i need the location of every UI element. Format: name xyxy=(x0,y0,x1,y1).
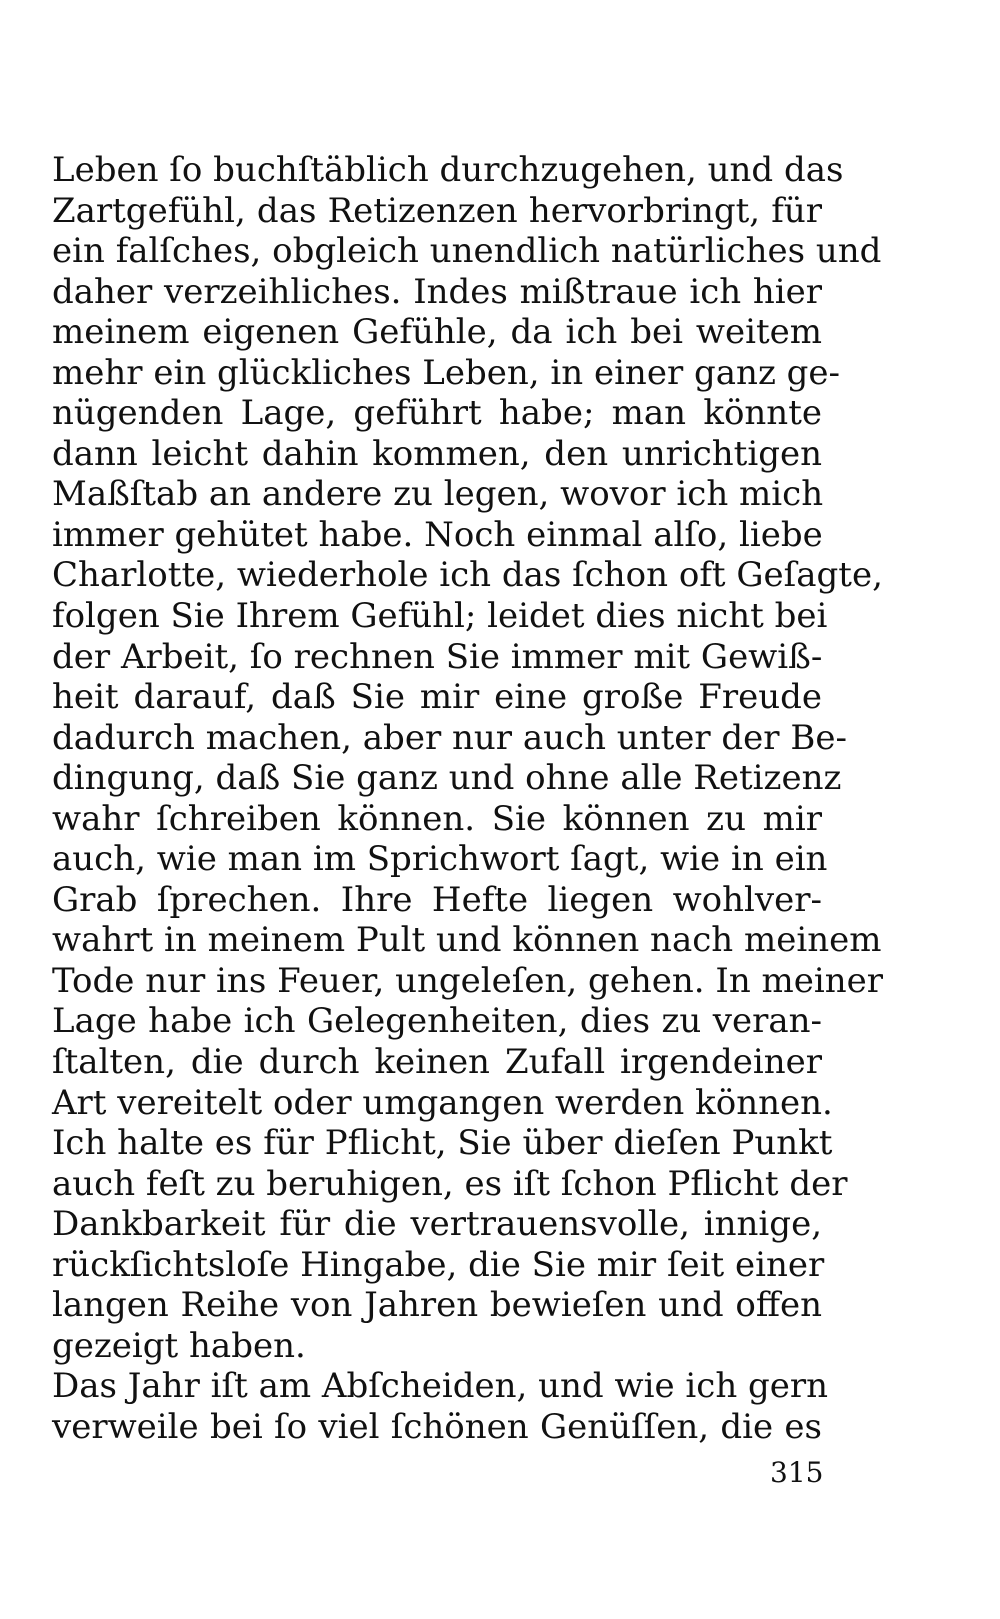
text-line: daher verzeihliches. Indes mißtraue ich hier xyxy=(52,271,822,312)
text-line: verweile bei ſo viel ſchönen Genüſſen, die es xyxy=(52,1406,822,1447)
text-line: der Arbeit, ſo rechnen Sie immer mit Gewiß- xyxy=(52,636,823,677)
text-line: meinem eigenen Gefühle, da ich bei weitem xyxy=(52,312,822,353)
text-line: Maßſtab an andere zu legen, wovor ich mich xyxy=(52,474,824,515)
text-line: ein falſches, obgleich unendlich natürliches und xyxy=(52,231,882,272)
text-line: immer gehütet habe. Noch einmal alſo, liebe xyxy=(52,514,823,555)
text-line: Dankbarkeit für die vertrauensvolle, innige, xyxy=(52,1204,822,1245)
text-line: dann leicht dahin kommen, den unrichtigen xyxy=(52,433,822,474)
text-line: heit darauf, daß Sie mir eine große Freude xyxy=(52,677,822,718)
text-line: auch, wie man im Sprichwort ſagt, wie in ein xyxy=(52,839,828,880)
text-line: folgen Sie Ihrem Gefühl; leidet dies nicht bei xyxy=(52,596,828,637)
text-line: Das Jahr iſt am Abſcheiden, und wie ich gern xyxy=(52,1366,829,1407)
text-line: Tode nur ins Feuer, ungeleſen, gehen. In meiner xyxy=(52,960,884,1001)
text-line: wahrt in meinem Pult und können nach meinem xyxy=(52,920,882,961)
text-line: wahr ſchreiben können. Sie können zu mir xyxy=(52,798,822,839)
text-line: Grab ſprechen. Ihre Hefte liegen wohlver- xyxy=(52,879,822,920)
text-line: dadurch machen, aber nur auch unter der Be- xyxy=(52,717,847,758)
text-line: auch feſt zu beruhigen, es iſt ſchon Pflicht der xyxy=(52,1163,848,1204)
text-line: dingung, daß Sie ganz und ohne alle Retizenz xyxy=(52,758,842,799)
text-line: mehr ein glückliches Leben, in einer ganz ge- xyxy=(52,352,841,393)
text-line: Zartgefühl, das Retizenzen hervorbringt, für xyxy=(52,190,822,231)
text-line: Charlotte, wiederhole ich das ſchon oft Geſagte, xyxy=(52,555,883,596)
text-line: Art vereitelt oder umgangen werden können. xyxy=(52,1082,833,1123)
text-line: gezeigt haben. xyxy=(52,1325,306,1366)
text-line: Lage habe ich Gelegenheiten, dies zu veran- xyxy=(52,1001,822,1042)
text-line: Ich halte es für Pflicht, Sie über dieſen Punkt xyxy=(52,1123,833,1164)
text-line: nügenden Lage, geführt habe; man könnte xyxy=(52,393,822,434)
text-line: langen Reihe von Jahren bewieſen und offen xyxy=(52,1285,822,1326)
page-number: 315 xyxy=(770,1456,824,1489)
body-text xyxy=(52,150,884,1448)
text-line: rückſichtsloſe Hingabe, die Sie mir ſeit einer xyxy=(52,1244,825,1285)
text-line: Leben ſo buchſtäblich durchzugehen, und das xyxy=(52,150,844,190)
text-line: ſtalten, die durch keinen Zufall irgendeiner xyxy=(52,1042,822,1083)
